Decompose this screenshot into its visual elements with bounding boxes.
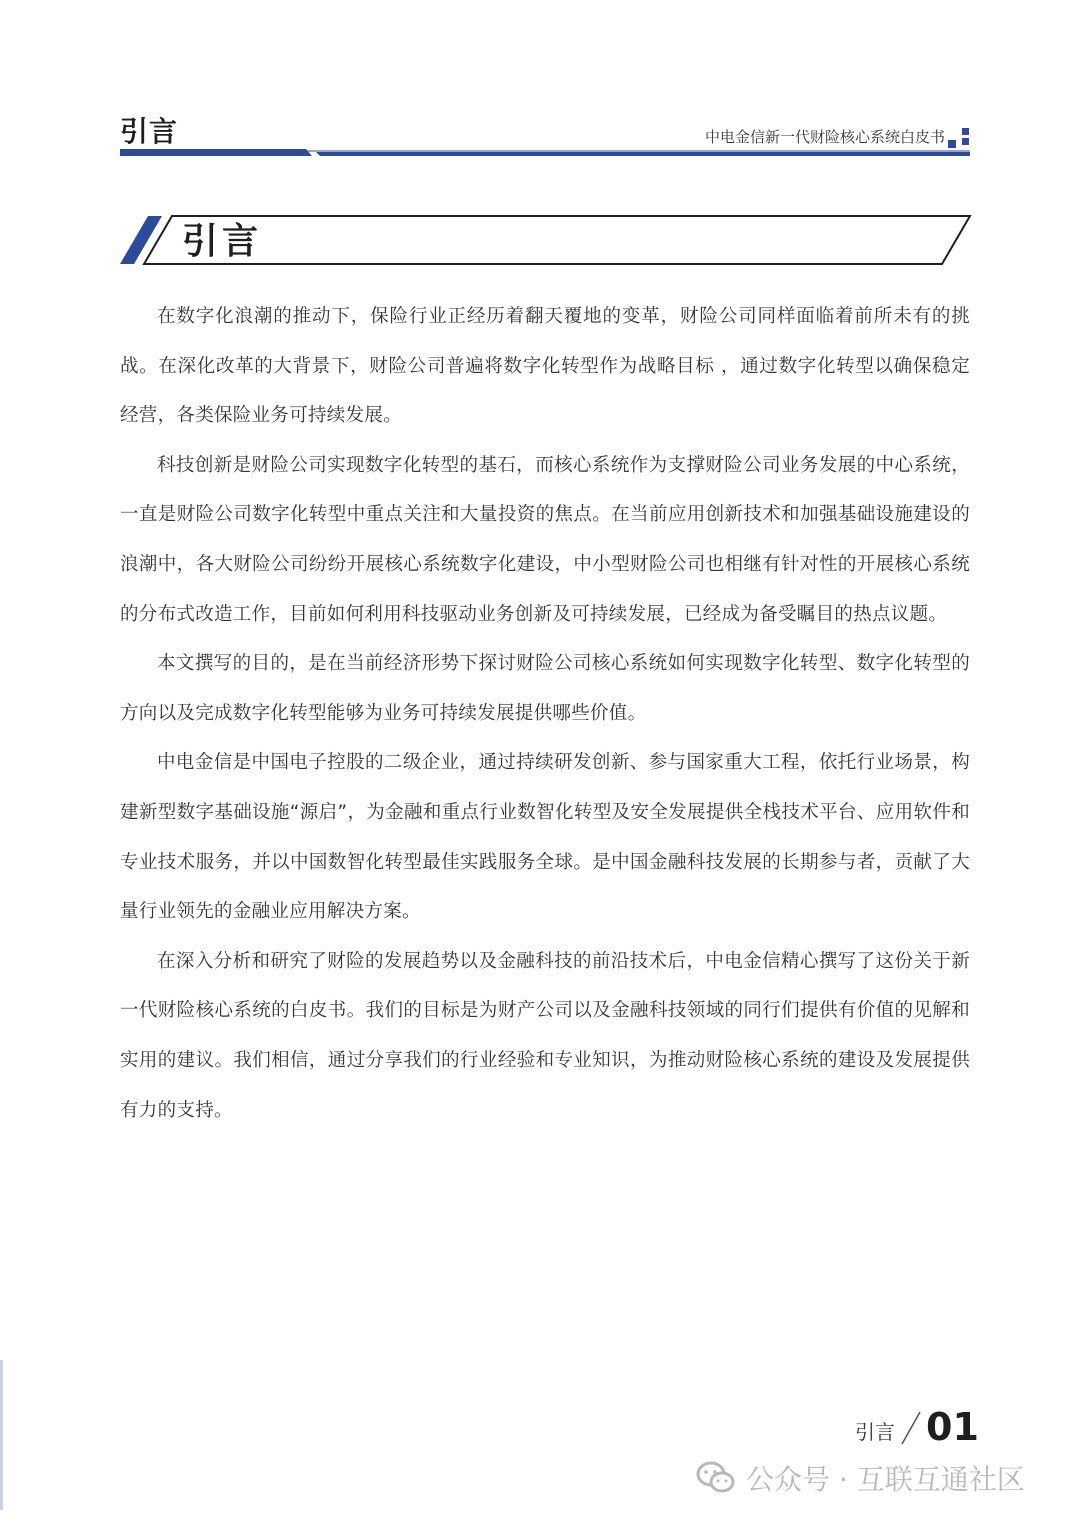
body-text [120, 292, 970, 1135]
paragraph: 本文撰写的目的，是在当前经济形势下探讨财险公司核心系统如何实现数字化转型、数字化转型的方向以及完成数字化转型能够为业务可持续发展提供哪些价值。 [120, 653, 970, 724]
paragraph: 中电金信是中国电子控股的二级企业，通过持续研发创新、参与国家重大工程，依托行业场景，构建新型数字基础设施“源启”，为金融和重点行业数智化转型及安全发展提供全栈技术平台、应用软件和专业技术服务，并以中国数智化转型最佳实践服务全球。是中国金融科技发展的长期参与者，贡献了大量行业领先的金融业应用解决方案。 [120, 752, 970, 923]
paragraph: 在数字化浪潮的推动下，保险行业正经历着翻天覆地的变革，财险公司同样面临着前所未有的挑战。在深化改革的大背景下，财险公司普遍将数字化转型作为战略目标 ，通过数字化转型以确保稳定经营，各类保险业务可持续发展。 [120, 306, 970, 427]
paragraph: 科技创新是财险公司实现数字化转型的基石，而核心系统作为支撑财险公司业务发展的中心系统，一直是财险公司数字化转型中重点关注和大量投资的焦点。在当前应用创新技术和加强基础设施建设的浪潮中，各大财险公司纷纷开展核心系统数字化建设，中小型财险公司也相继有针对性的开展核心系统的分布式改造工作，目前如何利用科技驱动业务创新及可持续发展，已经成为备受瞩目的热点议题。 [120, 454, 970, 625]
running-header-section-label: 引言 [120, 115, 179, 148]
paragraph: 在深入分析和研究了财险的发展趋势以及金融科技的前沿技术后，中电金信精心撰写了这份关于新一代财险核心系统的白皮书。我们的目标是为财产公司以及金融科技领域的同行们提供有价值的见解和实用的建议。我们相信，通过分享我们的行业经验和专业知识，为推动财险核心系统的建设及发展提供有力的支持。 [120, 950, 970, 1121]
watermark [696, 1458, 1025, 1498]
page-number: 01 [926, 1405, 979, 1449]
watermark-text: 公众号 · 互联互通社区 [746, 1463, 1025, 1496]
left-edge-mark [0, 1360, 3, 1510]
running-header-document-title: 中电金信新一代财险核心系统白皮书 [704, 128, 945, 146]
header-rule [120, 147, 970, 161]
footer-section-label: 引言 [855, 1420, 895, 1444]
wechat-icon [696, 1461, 736, 1495]
footer-slash-decoration [900, 1410, 922, 1446]
section-title: 引言 [182, 221, 263, 262]
